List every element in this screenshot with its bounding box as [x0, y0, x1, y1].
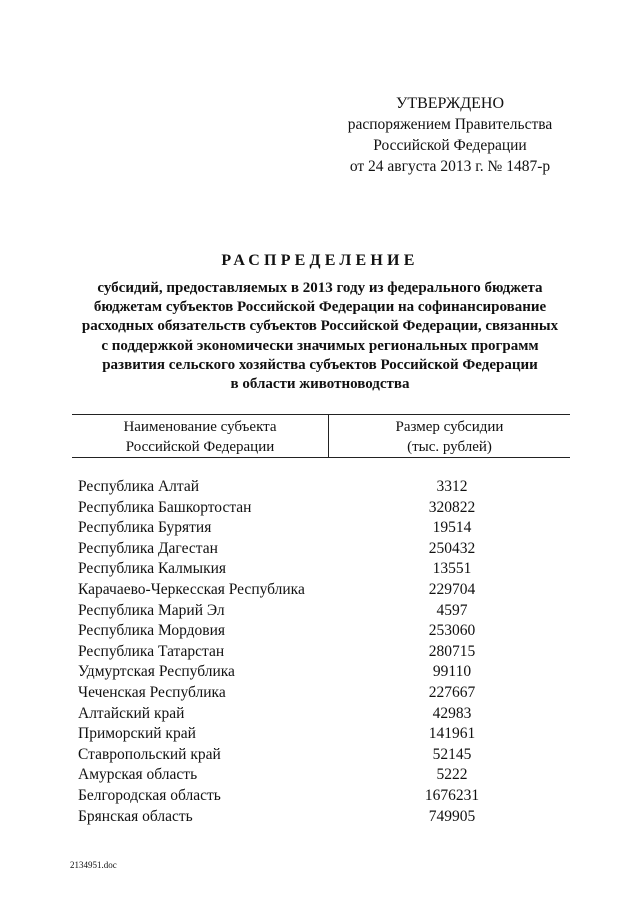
- region-name: Республика Марий Эл: [78, 601, 225, 619]
- footer-filename: 2134951.doc: [70, 860, 117, 870]
- subsidy-value: 5222: [436, 766, 468, 784]
- table-row: [72, 745, 570, 766]
- table-row: [72, 559, 570, 580]
- subsidy-value: 280715: [428, 642, 476, 660]
- subtitle-line: бюджетам субъектов Российской Федерации на софинансирование: [93, 299, 547, 316]
- table-row: [72, 724, 570, 745]
- region-name: Республика Мордовия: [78, 622, 226, 640]
- subsidy-value: 52145: [432, 745, 472, 763]
- region-name: Республика Бурятия: [78, 519, 212, 537]
- subtitle-line: с поддержкой экономически значимых региональных программ: [101, 337, 539, 354]
- table-body: [72, 477, 570, 827]
- region-name: Республика Башкортостан: [78, 498, 252, 516]
- subsidy-value: 13551: [432, 560, 472, 578]
- subsidy-value: 42983: [432, 704, 472, 722]
- table-row: [72, 807, 570, 828]
- approval-line-3: от 24 августа 2013 г. № 1487-р: [349, 158, 551, 175]
- subsidy-value: 250432: [428, 539, 476, 557]
- approval-heading: УТВЕРЖДЕНО: [395, 95, 504, 112]
- table-row: [72, 539, 570, 560]
- subsidy-value: 253060: [428, 622, 476, 640]
- region-name: Республика Алтай: [78, 478, 200, 495]
- table-row: [72, 621, 570, 642]
- header-amount: [329, 415, 570, 457]
- table-row: [72, 662, 570, 683]
- header-subject-line-2: Российской Федерации: [125, 439, 275, 455]
- region-name: Чеченская Республика: [78, 683, 226, 701]
- table-row: [72, 580, 570, 601]
- document-title: РАСПРЕДЕЛЕНИЕ: [221, 252, 419, 269]
- table-row: [72, 765, 570, 786]
- table-row: [72, 704, 570, 725]
- subtitle-line: расходных обязательств субъектов Российской Федерации, связанных: [81, 318, 559, 335]
- region-name: Удмуртская Республика: [78, 663, 235, 681]
- subsidy-value: 99110: [432, 663, 472, 681]
- subsidy-value: 3312: [436, 478, 468, 495]
- region-name: Алтайский край: [78, 704, 185, 722]
- header-subject: [72, 415, 329, 457]
- header-amount-line-2: (тыс. рублей): [407, 439, 492, 455]
- region-name: Ставропольский край: [78, 745, 221, 763]
- header-amount-line-1: Размер субсидии: [395, 419, 504, 435]
- table-header-rule: [72, 457, 570, 458]
- subsidy-value: 749905: [428, 807, 476, 825]
- region-name: Карачаево-Черкесская Республика: [78, 580, 305, 598]
- subsidy-value: 229704: [428, 580, 476, 598]
- region-name: Амурская область: [78, 766, 198, 784]
- region-name: Белгородская область: [78, 786, 221, 804]
- table-row: [72, 498, 570, 519]
- approval-block: [320, 93, 580, 177]
- table-header: [72, 415, 570, 457]
- region-name: Брянская область: [78, 807, 193, 825]
- subsidy-value: 227667: [428, 683, 476, 701]
- subsidy-value: 320822: [428, 498, 476, 516]
- region-name: Республика Татарстан: [78, 642, 225, 660]
- region-name: Республика Калмыкия: [78, 560, 227, 578]
- subtitle-line: в области животноводства: [230, 376, 410, 393]
- table-row: [72, 786, 570, 807]
- document-subtitle: [60, 279, 580, 394]
- table-row: [72, 642, 570, 663]
- table-row: [72, 477, 570, 498]
- table-row: [72, 601, 570, 622]
- subsidy-table: [72, 414, 570, 827]
- subtitle-line: субсидий, предоставляемых в 2013 году из федерального бюджета: [97, 280, 543, 296]
- approval-line-1: распоряжением Правительства: [347, 116, 553, 133]
- header-subject-line-1: Наименование субъекта: [123, 419, 277, 435]
- region-name: Республика Дагестан: [78, 539, 218, 557]
- subsidy-value: 4597: [436, 601, 468, 619]
- table-row: [72, 683, 570, 704]
- subsidy-value: 1676231: [424, 786, 480, 804]
- subtitle-line: развития сельского хозяйства субъектов Российской Федерации: [102, 356, 538, 373]
- region-name: Приморский край: [78, 725, 196, 743]
- subsidy-value: 141961: [428, 725, 476, 743]
- subsidy-value: 19514: [432, 519, 472, 537]
- table-row: [72, 518, 570, 539]
- approval-line-2: Российской Федерации: [373, 137, 527, 154]
